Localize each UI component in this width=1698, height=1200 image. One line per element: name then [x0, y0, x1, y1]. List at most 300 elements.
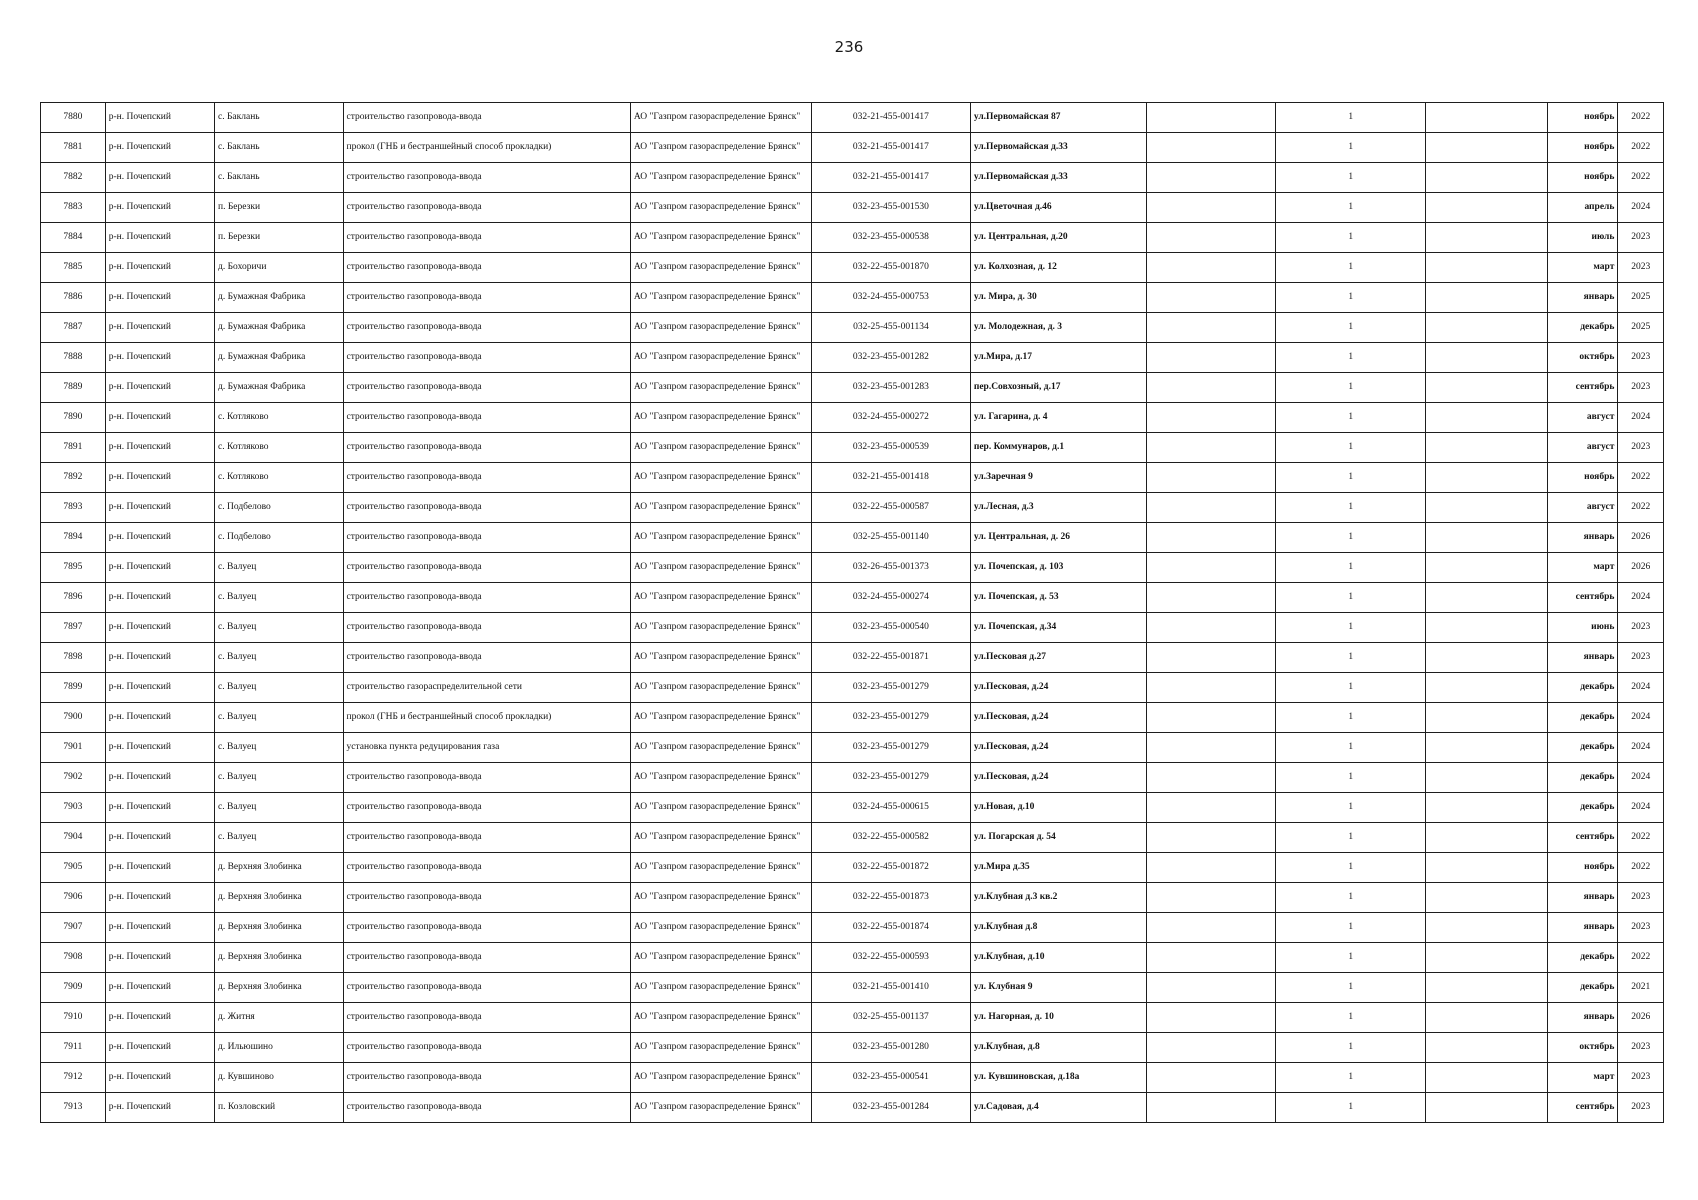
month-cell: январь [1547, 643, 1618, 673]
object-code-cell: 032-21-455-001417 [811, 163, 970, 193]
settlement-cell: д. Кувшиново [215, 1063, 344, 1093]
organization-cell: АО "Газпром газораспределение Брянск" [630, 1003, 811, 1033]
district-cell: р-н. Почепский [105, 943, 214, 973]
quantity-cell: 1 [1276, 463, 1426, 493]
organization-cell: АО "Газпром газораспределение Брянск" [630, 343, 811, 373]
row-number-cell: 7900 [41, 703, 106, 733]
row-number-cell: 7899 [41, 673, 106, 703]
row-number-cell: 7906 [41, 883, 106, 913]
quantity-cell: 1 [1276, 433, 1426, 463]
organization-cell: АО "Газпром газораспределение Брянск" [630, 523, 811, 553]
empty-cell [1426, 973, 1547, 1003]
empty-cell [1426, 103, 1547, 133]
table-row [41, 193, 1664, 223]
district-cell: р-н. Почепский [105, 883, 214, 913]
district-cell: р-н. Почепский [105, 253, 214, 283]
year-cell: 2022 [1618, 943, 1664, 973]
district-cell: р-н. Почепский [105, 583, 214, 613]
settlement-cell: п. Березки [215, 193, 344, 223]
address-cell: ул.Клубная, д.8 [970, 1033, 1146, 1063]
empty-cell [1426, 223, 1547, 253]
organization-cell: АО "Газпром газораспределение Брянск" [630, 313, 811, 343]
work-type-cell: строительство газопровода-ввода [343, 493, 630, 523]
table-row [41, 1033, 1664, 1063]
district-cell: р-н. Почепский [105, 373, 214, 403]
address-cell: ул.Песковая, д.24 [970, 763, 1146, 793]
object-code-cell: 032-23-455-001279 [811, 733, 970, 763]
table-row [41, 943, 1664, 973]
district-cell: р-н. Почепский [105, 523, 214, 553]
quantity-cell: 1 [1276, 673, 1426, 703]
empty-cell [1426, 193, 1547, 223]
address-cell: пер.Совхозный, д.17 [970, 373, 1146, 403]
registry-table-body [41, 103, 1664, 1123]
empty-cell [1426, 643, 1547, 673]
table-row [41, 133, 1664, 163]
district-cell: р-н. Почепский [105, 1003, 214, 1033]
year-cell: 2024 [1618, 583, 1664, 613]
object-code-cell: 032-23-455-001282 [811, 343, 970, 373]
month-cell: апрель [1547, 193, 1618, 223]
table-row [41, 883, 1664, 913]
organization-cell: АО "Газпром газораспределение Брянск" [630, 1063, 811, 1093]
district-cell: р-н. Почепский [105, 103, 214, 133]
address-cell: ул.Песковая, д.24 [970, 733, 1146, 763]
work-type-cell: строительство газопровода-ввода [343, 1063, 630, 1093]
quantity-cell: 1 [1276, 1003, 1426, 1033]
quantity-cell: 1 [1276, 733, 1426, 763]
organization-cell: АО "Газпром газораспределение Брянск" [630, 943, 811, 973]
settlement-cell: с. Баклань [215, 133, 344, 163]
address-cell: ул. Мира, д. 30 [970, 283, 1146, 313]
work-type-cell: строительство газопровода-ввода [343, 583, 630, 613]
empty-cell [1426, 1093, 1547, 1123]
year-cell: 2022 [1618, 463, 1664, 493]
work-type-cell: строительство газопровода-ввода [343, 1093, 630, 1123]
table-row [41, 1063, 1664, 1093]
settlement-cell: с. Котляково [215, 433, 344, 463]
empty-cell [1426, 523, 1547, 553]
district-cell: р-н. Почепский [105, 493, 214, 523]
address-cell: ул.Первомайская 87 [970, 103, 1146, 133]
quantity-cell: 1 [1276, 493, 1426, 523]
object-code-cell: 032-25-455-001140 [811, 523, 970, 553]
row-number-cell: 7896 [41, 583, 106, 613]
settlement-cell: с. Валуец [215, 553, 344, 583]
table-row [41, 103, 1664, 133]
address-cell: ул.Первомайская д.33 [970, 133, 1146, 163]
table-row [41, 163, 1664, 193]
organization-cell: АО "Газпром газораспределение Брянск" [630, 463, 811, 493]
district-cell: р-н. Почепский [105, 1093, 214, 1123]
empty-cell [1146, 403, 1276, 433]
month-cell: июль [1547, 223, 1618, 253]
organization-cell: АО "Газпром газораспределение Брянск" [630, 853, 811, 883]
empty-cell [1426, 403, 1547, 433]
row-number-cell: 7882 [41, 163, 106, 193]
quantity-cell: 1 [1276, 943, 1426, 973]
organization-cell: АО "Газпром газораспределение Брянск" [630, 823, 811, 853]
work-type-cell: установка пункта редуцирования газа [343, 733, 630, 763]
year-cell: 2026 [1618, 553, 1664, 583]
month-cell: август [1547, 433, 1618, 463]
object-code-cell: 032-22-455-001874 [811, 913, 970, 943]
work-type-cell: строительство газопровода-ввода [343, 283, 630, 313]
quantity-cell: 1 [1276, 613, 1426, 643]
quantity-cell: 1 [1276, 793, 1426, 823]
settlement-cell: д. Верхняя Злобинка [215, 943, 344, 973]
row-number-cell: 7887 [41, 313, 106, 343]
object-code-cell: 032-23-455-001279 [811, 673, 970, 703]
empty-cell [1426, 463, 1547, 493]
quantity-cell: 1 [1276, 163, 1426, 193]
month-cell: ноябрь [1547, 163, 1618, 193]
year-cell: 2023 [1618, 643, 1664, 673]
empty-cell [1426, 253, 1547, 283]
object-code-cell: 032-23-455-001530 [811, 193, 970, 223]
month-cell: июнь [1547, 613, 1618, 643]
table-row [41, 853, 1664, 883]
table-row [41, 973, 1664, 1003]
object-code-cell: 032-23-455-001279 [811, 703, 970, 733]
quantity-cell: 1 [1276, 403, 1426, 433]
year-cell: 2025 [1618, 283, 1664, 313]
month-cell: январь [1547, 1003, 1618, 1033]
row-number-cell: 7898 [41, 643, 106, 673]
table-row [41, 313, 1664, 343]
empty-cell [1146, 673, 1276, 703]
work-type-cell: строительство газопровода-ввода [343, 163, 630, 193]
year-cell: 2024 [1618, 673, 1664, 703]
table-row [41, 763, 1664, 793]
address-cell: ул.Песковая, д.24 [970, 673, 1146, 703]
row-number-cell: 7893 [41, 493, 106, 523]
table-row [41, 253, 1664, 283]
work-type-cell: строительство газопровода-ввода [343, 343, 630, 373]
address-cell: ул.Клубная, д.10 [970, 943, 1146, 973]
year-cell: 2022 [1618, 133, 1664, 163]
organization-cell: АО "Газпром газораспределение Брянск" [630, 733, 811, 763]
work-type-cell: строительство газопровода-ввода [343, 763, 630, 793]
month-cell: август [1547, 493, 1618, 523]
table-row [41, 583, 1664, 613]
quantity-cell: 1 [1276, 643, 1426, 673]
empty-cell [1426, 793, 1547, 823]
month-cell: март [1547, 253, 1618, 283]
row-number-cell: 7897 [41, 613, 106, 643]
quantity-cell: 1 [1276, 553, 1426, 583]
empty-cell [1426, 163, 1547, 193]
table-row [41, 433, 1664, 463]
empty-cell [1426, 313, 1547, 343]
district-cell: р-н. Почепский [105, 313, 214, 343]
district-cell: р-н. Почепский [105, 793, 214, 823]
settlement-cell: с. Валуец [215, 823, 344, 853]
empty-cell [1426, 913, 1547, 943]
empty-cell [1146, 103, 1276, 133]
organization-cell: АО "Газпром газораспределение Брянск" [630, 883, 811, 913]
empty-cell [1146, 883, 1276, 913]
empty-cell [1146, 373, 1276, 403]
work-type-cell: строительство газопровода-ввода [343, 523, 630, 553]
empty-cell [1146, 223, 1276, 253]
quantity-cell: 1 [1276, 1093, 1426, 1123]
empty-cell [1146, 463, 1276, 493]
empty-cell [1426, 733, 1547, 763]
month-cell: январь [1547, 523, 1618, 553]
month-cell: январь [1547, 883, 1618, 913]
empty-cell [1146, 1063, 1276, 1093]
work-type-cell: строительство газопровода-ввода [343, 253, 630, 283]
district-cell: р-н. Почепский [105, 223, 214, 253]
empty-cell [1426, 283, 1547, 313]
quantity-cell: 1 [1276, 343, 1426, 373]
work-type-cell: строительство газопровода-ввода [343, 913, 630, 943]
object-code-cell: 032-22-455-000593 [811, 943, 970, 973]
work-type-cell: строительство газопровода-ввода [343, 1033, 630, 1063]
settlement-cell: д. Бумажная Фабрика [215, 313, 344, 343]
table-row [41, 733, 1664, 763]
empty-cell [1146, 733, 1276, 763]
row-number-cell: 7908 [41, 943, 106, 973]
month-cell: сентябрь [1547, 1093, 1618, 1123]
month-cell: декабрь [1547, 793, 1618, 823]
year-cell: 2022 [1618, 823, 1664, 853]
district-cell: р-н. Почепский [105, 823, 214, 853]
settlement-cell: с. Валуец [215, 793, 344, 823]
organization-cell: АО "Газпром газораспределение Брянск" [630, 403, 811, 433]
organization-cell: АО "Газпром газораспределение Брянск" [630, 583, 811, 613]
empty-cell [1146, 253, 1276, 283]
year-cell: 2023 [1618, 883, 1664, 913]
district-cell: р-н. Почепский [105, 283, 214, 313]
settlement-cell: с. Баклань [215, 103, 344, 133]
empty-cell [1146, 193, 1276, 223]
empty-cell [1146, 583, 1276, 613]
year-cell: 2023 [1618, 223, 1664, 253]
settlement-cell: с. Валуец [215, 583, 344, 613]
quantity-cell: 1 [1276, 193, 1426, 223]
address-cell: ул.Лесная, д.3 [970, 493, 1146, 523]
address-cell: ул. Почепская, д. 53 [970, 583, 1146, 613]
registry-table-container [40, 102, 1664, 1123]
address-cell: ул. Почепская, д.34 [970, 613, 1146, 643]
address-cell: ул.Садовая, д.4 [970, 1093, 1146, 1123]
work-type-cell: строительство газопровода-ввода [343, 433, 630, 463]
month-cell: декабрь [1547, 973, 1618, 1003]
month-cell: декабрь [1547, 313, 1618, 343]
address-cell: ул. Колхозная, д. 12 [970, 253, 1146, 283]
table-row [41, 1093, 1664, 1123]
quantity-cell: 1 [1276, 103, 1426, 133]
district-cell: р-н. Почепский [105, 163, 214, 193]
month-cell: август [1547, 403, 1618, 433]
empty-cell [1146, 313, 1276, 343]
address-cell: ул. Центральная, д.20 [970, 223, 1146, 253]
work-type-cell: строительство газораспределительной сети [343, 673, 630, 703]
organization-cell: АО "Газпром газораспределение Брянск" [630, 1033, 811, 1063]
organization-cell: АО "Газпром газораспределение Брянск" [630, 373, 811, 403]
district-cell: р-н. Почепский [105, 973, 214, 1003]
object-code-cell: 032-22-455-001871 [811, 643, 970, 673]
address-cell: ул. Центральная, д. 26 [970, 523, 1146, 553]
empty-cell [1426, 763, 1547, 793]
empty-cell [1146, 823, 1276, 853]
object-code-cell: 032-22-455-001873 [811, 883, 970, 913]
object-code-cell: 032-22-455-000587 [811, 493, 970, 523]
settlement-cell: д. Верхняя Злобинка [215, 853, 344, 883]
work-type-cell: прокол (ГНБ и бестраншейный способ прокладки) [343, 703, 630, 733]
quantity-cell: 1 [1276, 1033, 1426, 1063]
district-cell: р-н. Почепский [105, 703, 214, 733]
row-number-cell: 7901 [41, 733, 106, 763]
quantity-cell: 1 [1276, 853, 1426, 883]
quantity-cell: 1 [1276, 973, 1426, 1003]
table-row [41, 463, 1664, 493]
year-cell: 2024 [1618, 793, 1664, 823]
year-cell: 2024 [1618, 193, 1664, 223]
empty-cell [1426, 1033, 1547, 1063]
quantity-cell: 1 [1276, 223, 1426, 253]
object-code-cell: 032-22-455-001870 [811, 253, 970, 283]
empty-cell [1426, 1063, 1547, 1093]
empty-cell [1426, 673, 1547, 703]
object-code-cell: 032-23-455-001279 [811, 763, 970, 793]
empty-cell [1146, 433, 1276, 463]
year-cell: 2026 [1618, 523, 1664, 553]
address-cell: ул.Мира д.35 [970, 853, 1146, 883]
month-cell: декабрь [1547, 733, 1618, 763]
table-row [41, 793, 1664, 823]
address-cell: ул.Клубная д.8 [970, 913, 1146, 943]
row-number-cell: 7889 [41, 373, 106, 403]
organization-cell: АО "Газпром газораспределение Брянск" [630, 133, 811, 163]
empty-cell [1426, 373, 1547, 403]
row-number-cell: 7905 [41, 853, 106, 883]
object-code-cell: 032-22-455-000582 [811, 823, 970, 853]
address-cell: ул.Первомайская д.33 [970, 163, 1146, 193]
year-cell: 2023 [1618, 343, 1664, 373]
settlement-cell: д. Верхняя Злобинка [215, 913, 344, 943]
object-code-cell: 032-23-455-001283 [811, 373, 970, 403]
empty-cell [1426, 343, 1547, 373]
year-cell: 2024 [1618, 733, 1664, 763]
table-row [41, 403, 1664, 433]
object-code-cell: 032-23-455-000541 [811, 1063, 970, 1093]
district-cell: р-н. Почепский [105, 673, 214, 703]
empty-cell [1426, 943, 1547, 973]
empty-cell [1426, 823, 1547, 853]
row-number-cell: 7913 [41, 1093, 106, 1123]
quantity-cell: 1 [1276, 583, 1426, 613]
table-row [41, 613, 1664, 643]
address-cell: ул. Почепская, д. 103 [970, 553, 1146, 583]
empty-cell [1426, 883, 1547, 913]
work-type-cell: строительство газопровода-ввода [343, 223, 630, 253]
settlement-cell: д. Верхняя Злобинка [215, 883, 344, 913]
empty-cell [1146, 793, 1276, 823]
organization-cell: АО "Газпром газораспределение Брянск" [630, 763, 811, 793]
quantity-cell: 1 [1276, 883, 1426, 913]
row-number-cell: 7912 [41, 1063, 106, 1093]
object-code-cell: 032-25-455-001134 [811, 313, 970, 343]
month-cell: декабрь [1547, 943, 1618, 973]
table-row [41, 553, 1664, 583]
district-cell: р-н. Почепский [105, 643, 214, 673]
organization-cell: АО "Газпром газораспределение Брянск" [630, 913, 811, 943]
address-cell: ул. Нагорная, д. 10 [970, 1003, 1146, 1033]
year-cell: 2024 [1618, 703, 1664, 733]
year-cell: 2022 [1618, 493, 1664, 523]
quantity-cell: 1 [1276, 133, 1426, 163]
year-cell: 2023 [1618, 1063, 1664, 1093]
settlement-cell: п. Козловский [215, 1093, 344, 1123]
year-cell: 2026 [1618, 1003, 1664, 1033]
object-code-cell: 032-26-455-001373 [811, 553, 970, 583]
month-cell: сентябрь [1547, 823, 1618, 853]
row-number-cell: 7890 [41, 403, 106, 433]
empty-cell [1146, 703, 1276, 733]
settlement-cell: с. Валуец [215, 763, 344, 793]
quantity-cell: 1 [1276, 523, 1426, 553]
table-row [41, 343, 1664, 373]
year-cell: 2023 [1618, 433, 1664, 463]
object-code-cell: 032-23-455-001280 [811, 1033, 970, 1063]
settlement-cell: д. Бохоричи [215, 253, 344, 283]
year-cell: 2022 [1618, 103, 1664, 133]
organization-cell: АО "Газпром газораспределение Брянск" [630, 1093, 811, 1123]
address-cell: ул.Новая, д.10 [970, 793, 1146, 823]
settlement-cell: д. Бумажная Фабрика [215, 373, 344, 403]
object-code-cell: 032-24-455-000274 [811, 583, 970, 613]
empty-cell [1146, 283, 1276, 313]
work-type-cell: строительство газопровода-ввода [343, 463, 630, 493]
month-cell: ноябрь [1547, 103, 1618, 133]
settlement-cell: д. Житня [215, 1003, 344, 1033]
organization-cell: АО "Газпром газораспределение Брянск" [630, 973, 811, 1003]
quantity-cell: 1 [1276, 763, 1426, 793]
district-cell: р-н. Почепский [105, 1063, 214, 1093]
row-number-cell: 7881 [41, 133, 106, 163]
district-cell: р-н. Почепский [105, 133, 214, 163]
row-number-cell: 7883 [41, 193, 106, 223]
address-cell: ул. Гагарина, д. 4 [970, 403, 1146, 433]
organization-cell: АО "Газпром газораспределение Брянск" [630, 193, 811, 223]
month-cell: ноябрь [1547, 463, 1618, 493]
empty-cell [1146, 853, 1276, 883]
month-cell: сентябрь [1547, 373, 1618, 403]
settlement-cell: д. Верхняя Злобинка [215, 973, 344, 1003]
settlement-cell: д. Ильюшино [215, 1033, 344, 1063]
district-cell: р-н. Почепский [105, 853, 214, 883]
quantity-cell: 1 [1276, 823, 1426, 853]
quantity-cell: 1 [1276, 313, 1426, 343]
object-code-cell: 032-22-455-001872 [811, 853, 970, 883]
row-number-cell: 7886 [41, 283, 106, 313]
address-cell: ул.Песковая, д.24 [970, 703, 1146, 733]
address-cell: пер. Коммунаров, д.1 [970, 433, 1146, 463]
settlement-cell: с. Котляково [215, 403, 344, 433]
settlement-cell: с. Подбелово [215, 523, 344, 553]
row-number-cell: 7907 [41, 913, 106, 943]
work-type-cell: строительство газопровода-ввода [343, 883, 630, 913]
empty-cell [1426, 853, 1547, 883]
settlement-cell: с. Валуец [215, 673, 344, 703]
month-cell: октябрь [1547, 1033, 1618, 1063]
organization-cell: АО "Газпром газораспределение Брянск" [630, 253, 811, 283]
settlement-cell: с. Валуец [215, 733, 344, 763]
address-cell: ул.Заречная 9 [970, 463, 1146, 493]
